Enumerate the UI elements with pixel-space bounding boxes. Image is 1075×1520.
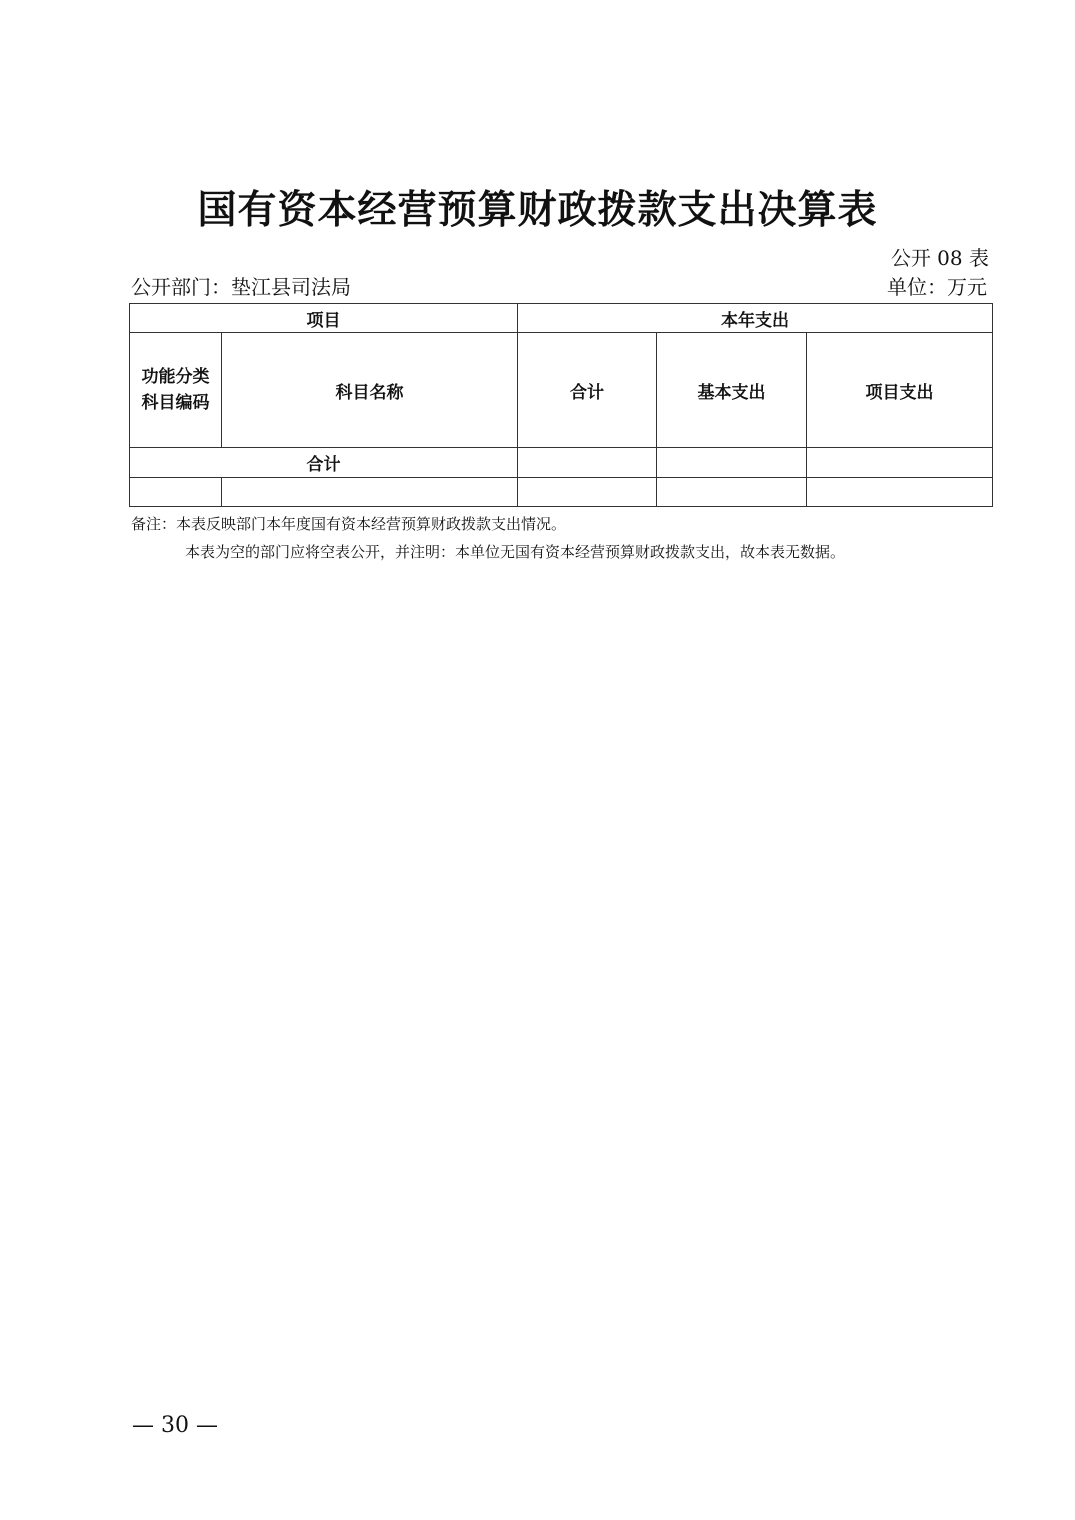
budget-table: [129, 303, 993, 507]
form-number: 公开 08 表: [890, 246, 989, 270]
empty-row-name: [222, 478, 518, 507]
document-title: 国有资本经营预算财政拨款支出决算表: [197, 187, 878, 233]
header-total: 合计: [518, 333, 657, 448]
empty-row-project: [807, 478, 993, 507]
total-row-basic: [657, 448, 807, 478]
notes: [131, 510, 845, 566]
total-row-project: [807, 448, 993, 478]
department-label: 公开部门：垫江县司法局: [131, 275, 351, 299]
table-row-total: [130, 448, 993, 478]
header-basic-expense: 基本支出: [657, 333, 807, 448]
table-header-row: [130, 304, 993, 333]
note-line-1: 备注：本表反映部门本年度国有资本经营预算财政拨款支出情况。: [131, 515, 567, 533]
header-function-code-text: 功能分类科目编码: [141, 367, 210, 413]
header-subject-name: 科目名称: [222, 333, 518, 448]
table-row-empty: [130, 478, 993, 507]
total-row-label: 合计: [130, 448, 518, 478]
note-line-2: 本表为空的部门应将空表公开，并注明：本单位无国有资本经营预算财政拨款支出，故本表无数据。: [185, 543, 846, 561]
total-row-total: [518, 448, 657, 478]
empty-row-total: [518, 478, 657, 507]
header-current-year-expense: 本年支出: [518, 304, 993, 333]
unit-label: 单位：万元: [887, 275, 987, 299]
header-project: 项目: [130, 304, 518, 333]
header-project-expense: 项目支出: [807, 333, 993, 448]
empty-row-code: [130, 478, 222, 507]
table-subheader-row: [130, 333, 993, 448]
page-number: — 30 —: [132, 1413, 218, 1438]
empty-row-basic: [657, 478, 807, 507]
header-function-code: [130, 333, 222, 448]
